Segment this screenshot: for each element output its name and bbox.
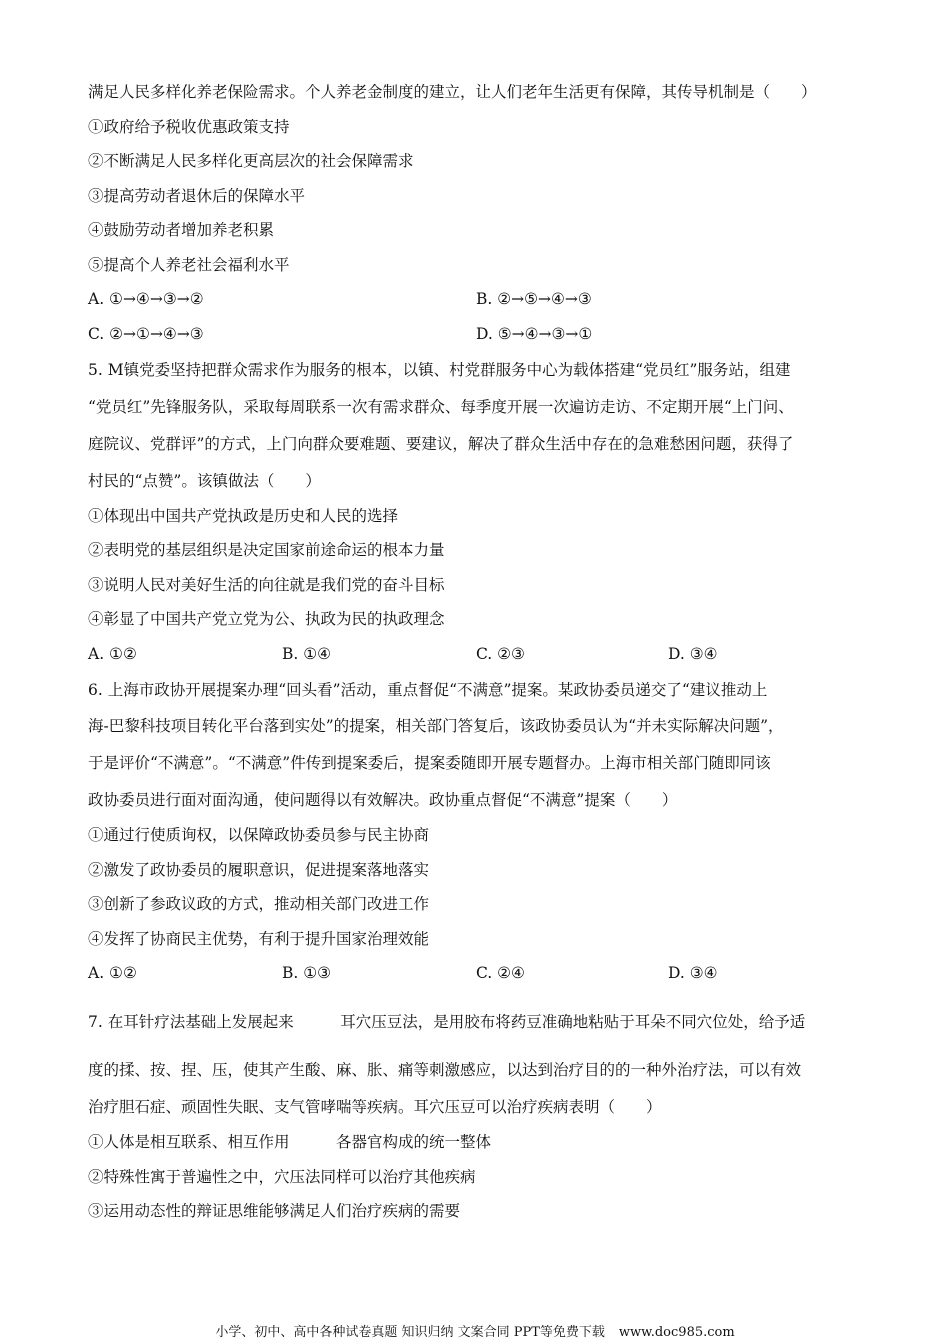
q4-option-b: B. ②→⑤→④→③ <box>476 290 592 308</box>
footer-text: 小学、初中、高中各种试卷真题 知识归纳 文案合同 PPT等免费下载 <box>215 1325 605 1340</box>
q4-option-d: D. ⑤→④→③→① <box>476 325 593 343</box>
q4-item-1: ①政府给予税收优惠政策支持 <box>88 118 290 136</box>
q4-item-4: ④鼓励劳动者增加养老积累 <box>88 221 275 239</box>
q7-item-3: ③运用动态性的辩证思维能够满足人们治疗疾病的需要 <box>88 1202 461 1220</box>
q5-item-4: ④彰显了中国共产党立党为公、执政为民的执政理念 <box>88 610 445 628</box>
q4-option-c: C. ②→①→④→③ <box>88 325 204 343</box>
q6-stem-line-1: 6. 上海市政协开展提案办理“回头看”活动，重点督促“不满意”提案。某政协委员递交了“建议推动上 <box>88 681 768 699</box>
q5-stem-line-1: 5. M镇党委坚持把群众需求作为服务的根本，以镇、村党群服务中心为载体搭建“党员红”服务站，组建 <box>88 361 791 379</box>
q7-stem-line-1: 7. 在耳针疗法基础上发展起来 耳穴压豆法，是用胶布将药豆准确地粘贴于耳朵不同穴位处，给予适 <box>88 1013 806 1031</box>
q6-option-c: C. ②④ <box>476 964 525 982</box>
q7-stem-line-2: 度的揉、按、捏、压，使其产生酸、麻、胀、痛等刺激感应，以达到治疗目的的一种外治疗法，可以有效 <box>88 1061 802 1079</box>
q7-item-1: ①人体是相互联系、相互作用 各器官构成的统一整体 <box>88 1133 492 1151</box>
q5-option-c: C. ②③ <box>476 645 525 663</box>
q5-option-a: A. ①② <box>88 645 137 663</box>
q6-item-1: ①通过行使质询权，以保障政协委员参与民主协商 <box>88 826 430 844</box>
q6-option-a: A. ①② <box>88 964 137 982</box>
q6-stem-line-3: 于是评价“不满意”。“不满意”件传到提案委后，提案委随即开展专题督办。上海市相关部门随即同该 <box>88 754 771 772</box>
q6-option-d: D. ③④ <box>668 964 718 982</box>
q4-stem-tail: 满足人民多样化养老保险需求。个人养老金制度的建立，让人们老年生活更有保障，其传导机制是（ ） <box>88 83 817 101</box>
q4-item-5: ⑤提高个人养老社会福利水平 <box>88 256 290 274</box>
q4-option-a: A. ①→④→③→② <box>88 290 204 308</box>
q6-stem-line-4: 政协委员进行面对面沟通，使问题得以有效解决。政协重点督促“不满意”提案（ ） <box>88 791 678 809</box>
q4-item-3: ③提高劳动者退休后的保障水平 <box>88 187 306 205</box>
q6-item-4: ④发挥了协商民主优势，有利于提升国家治理效能 <box>88 930 430 948</box>
q5-item-2: ②表明党的基层组织是决定国家前途命运的根本力量 <box>88 541 445 559</box>
q6-item-2: ②激发了政协委员的履职意识，促进提案落地落实 <box>88 861 430 879</box>
q5-option-b: B. ①④ <box>282 645 332 663</box>
q5-stem-line-4: 村民的“点赞”。该镇做法（ ） <box>88 472 321 490</box>
q5-item-1: ①体现出中国共产党执政是历史和人民的选择 <box>88 507 399 525</box>
q7-stem-line-3: 治疗胆石症、顽固性失眠、支气管哮喘等疾病。耳穴压豆可以治疗疾病表明（ ） <box>88 1098 662 1116</box>
q4-item-2: ②不断满足人民多样化更高层次的社会保障需求 <box>88 152 414 170</box>
q7-item-2: ②特殊性寓于普遍性之中，穴压法同样可以治疗其他疾病 <box>88 1168 476 1186</box>
q5-item-3: ③说明人民对美好生活的向往就是我们党的奋斗目标 <box>88 576 445 594</box>
q5-stem-line-2: “党员红”先锋服务队，采取每周联系一次有需求群众、每季度开展一次遍访走访、不定期开展“上门问、 <box>88 398 794 416</box>
page-footer <box>0 1324 950 1342</box>
q6-option-b: B. ①③ <box>282 964 332 982</box>
q5-stem-line-3: 庭院议、党群评”的方式，上门向群众要难题、要建议，解决了群众生活中存在的急难愁困问题，获得了 <box>88 435 794 453</box>
q5-option-d: D. ③④ <box>668 645 718 663</box>
q6-stem-line-2: 海-巴黎科技项目转化平台落到实处”的提案，相关部门答复后，该政协委员认为“并未实际解决问题”， <box>88 717 784 735</box>
footer-site-link[interactable]: www.doc985.com <box>618 1325 735 1340</box>
q6-item-3: ③创新了参政议政的方式，推动相关部门改进工作 <box>88 895 430 913</box>
